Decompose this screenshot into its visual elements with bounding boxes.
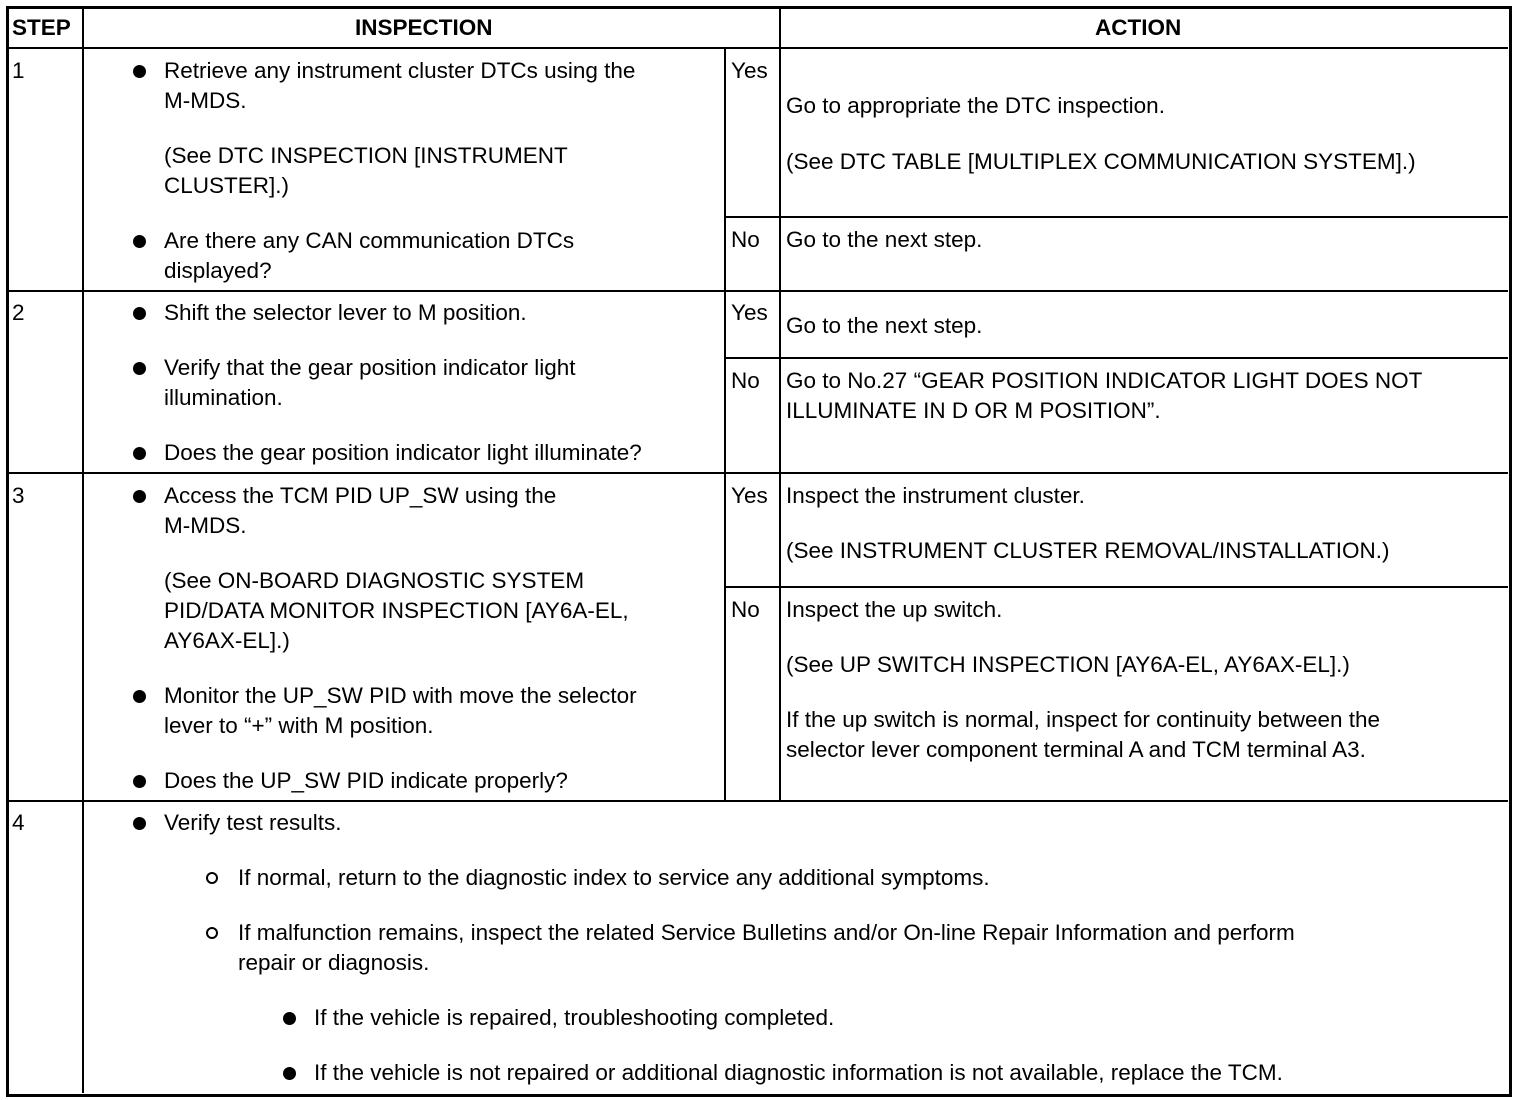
step-3-inspection-1-line-2: M-MDS. <box>164 513 247 538</box>
row-divider-1-yesno <box>725 216 1508 218</box>
header-action: ACTION <box>1095 15 1182 40</box>
step-1-inspection-1-ref-1: (See DTC INSPECTION [INSTRUMENT <box>164 143 568 168</box>
step-2-inspection-3: Does the gear position indicator light illuminate? <box>164 440 642 465</box>
step-1-yes-action-1: Go to appropriate the DTC inspection. <box>786 93 1165 118</box>
step-3-inspection-1-ref-3: AY6AX-EL].) <box>164 628 290 653</box>
step-3-no-label: No <box>731 597 760 622</box>
step-3-number: 3 <box>12 483 25 508</box>
header-step: STEP <box>12 15 71 40</box>
bullet-icon <box>133 362 146 375</box>
step-4-subsub-2: If the vehicle is not repaired or additional diagnostic information is not available, replace the TCM. <box>314 1060 1283 1085</box>
step-2-no-action-2: ILLUMINATE IN D OR M POSITION”. <box>786 398 1161 423</box>
bullet-icon <box>133 307 146 320</box>
step-4-sub-2-line-2: repair or diagnosis. <box>238 950 430 975</box>
bullet-icon <box>133 775 146 788</box>
step-4-main: Verify test results. <box>164 810 342 835</box>
row-divider-3-yesno <box>725 586 1508 588</box>
step-2-inspection-2-line-2: illumination. <box>164 385 283 410</box>
step-2-inspection-1: Shift the selector lever to M position. <box>164 300 527 325</box>
step-1-no-action-1: Go to the next step. <box>786 227 983 252</box>
ring-bullet-icon <box>206 927 218 939</box>
bullet-icon <box>133 490 146 503</box>
bullet-icon <box>133 235 146 248</box>
step-1-inspection-1-ref-2: CLUSTER].) <box>164 173 290 198</box>
step-4-number: 4 <box>12 810 25 835</box>
bullet-icon <box>133 447 146 460</box>
step-2-inspection-2-line-1: Verify that the gear position indicator light <box>164 355 576 380</box>
row-divider-3-4 <box>8 800 1508 802</box>
step-4-sub-2-line-1: If malfunction remains, inspect the related Service Bulletins and/or On-line Repair Information and perform <box>238 920 1295 945</box>
step-3-inspection-1-line-1: Access the TCM PID UP_SW using the <box>164 483 557 508</box>
step-3-yes-action-2: (See INSTRUMENT CLUSTER REMOVAL/INSTALLATION.) <box>786 538 1390 563</box>
step-3-inspection-2-line-1: Monitor the UP_SW PID with move the selector <box>164 683 637 708</box>
step-3-inspection-1-ref-1: (See ON-BOARD DIAGNOSTIC SYSTEM <box>164 568 585 593</box>
yesno-column-divider <box>724 48 726 801</box>
step-1-inspection-2-line-1: Are there any CAN communication DTCs <box>164 228 575 253</box>
step-3-yes-action-1: Inspect the instrument cluster. <box>786 483 1085 508</box>
row-divider-1-2 <box>8 290 1508 292</box>
bullet-icon <box>133 690 146 703</box>
step-3-no-action-3: If the up switch is normal, inspect for continuity between the <box>786 707 1381 732</box>
step-column-divider <box>82 8 84 1093</box>
step-1-yes-action-2: (See DTC TABLE [MULTIPLEX COMMUNICATION SYSTEM].) <box>786 149 1416 174</box>
bullet-icon <box>283 1012 296 1025</box>
header-inspection: INSPECTION <box>355 15 493 40</box>
step-2-no-label: No <box>731 368 760 393</box>
bullet-icon <box>283 1067 296 1080</box>
action-column-divider <box>779 8 781 801</box>
bullet-icon <box>133 65 146 78</box>
step-3-inspection-1-ref-2: PID/DATA MONITOR INSPECTION [AY6A-EL, <box>164 598 629 623</box>
ring-bullet-icon <box>206 872 218 884</box>
step-2-yes-action-1: Go to the next step. <box>786 313 983 338</box>
step-1-no-label: No <box>731 227 760 252</box>
header-divider <box>8 47 1508 49</box>
step-4-subsub-1: If the vehicle is repaired, troubleshooting completed. <box>314 1005 835 1030</box>
step-3-no-action-2: (See UP SWITCH INSPECTION [AY6A-EL, AY6AX-EL].) <box>786 652 1350 677</box>
step-3-yes-label: Yes <box>731 483 768 508</box>
step-3-no-action-1: Inspect the up switch. <box>786 597 1003 622</box>
step-1-inspection-1-line-2: M-MDS. <box>164 88 247 113</box>
step-2-number: 2 <box>12 300 25 325</box>
step-4-sub-1: If normal, return to the diagnostic index to service any additional symptoms. <box>238 865 990 890</box>
step-3-no-action-4: selector lever component terminal A and TCM terminal A3. <box>786 737 1366 762</box>
row-divider-2-3 <box>8 472 1508 474</box>
step-1-inspection-1-line-1: Retrieve any instrument cluster DTCs using the <box>164 58 636 83</box>
step-1-yes-label: Yes <box>731 58 768 83</box>
step-1-inspection-2-line-2: displayed? <box>164 258 272 283</box>
row-divider-2-yesno <box>725 357 1508 359</box>
bullet-icon <box>133 817 146 830</box>
step-3-inspection-2-line-2: lever to “+” with M position. <box>164 713 434 738</box>
step-3-inspection-3: Does the UP_SW PID indicate properly? <box>164 768 568 793</box>
step-2-no-action-1: Go to No.27 “GEAR POSITION INDICATOR LIGHT DOES NOT <box>786 368 1423 393</box>
step-1-number: 1 <box>12 58 25 83</box>
step-2-yes-label: Yes <box>731 300 768 325</box>
